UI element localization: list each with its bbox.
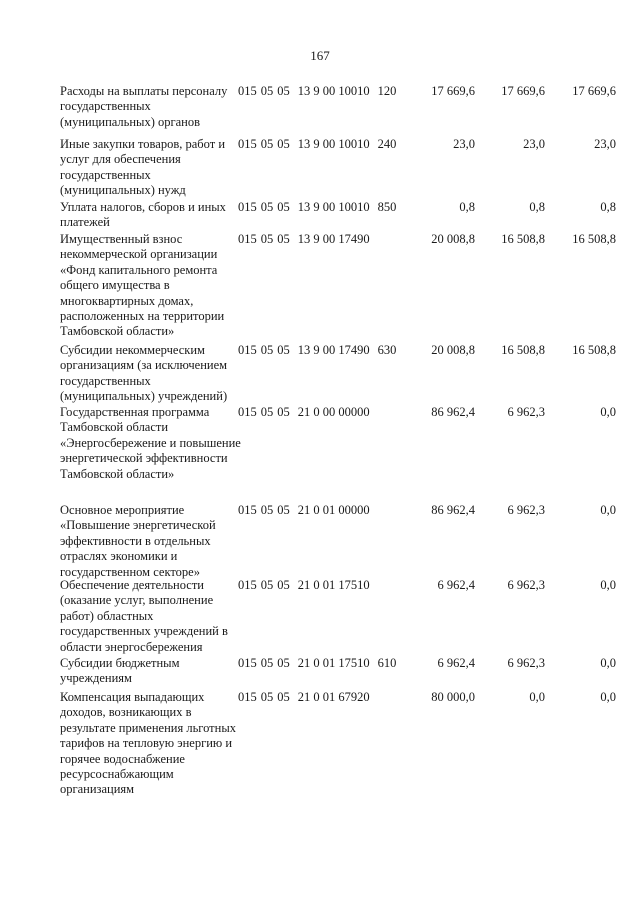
code-pr: 05 [277, 200, 290, 214]
row-name: Субсидии бюджетным учреждениям [60, 656, 180, 686]
code-pr: 05 [277, 690, 290, 704]
code-csr: 21 0 01 00000 [297, 503, 370, 517]
code-gr: 015 [238, 405, 257, 419]
row-name: Расходы на выплаты персоналу государственных (муниципальных) органов [60, 84, 228, 129]
classification-code [238, 200, 396, 215]
code-gr: 015 [238, 656, 257, 670]
code-csr: 21 0 00 00000 [297, 405, 370, 419]
row-name: Уплата налогов, сборов и иных платежей [60, 200, 226, 230]
row-name: Иные закупки товаров, работ и услуг для обеспечения государственных (муниципальных) нужд [60, 137, 226, 198]
amount-year-1: 86 962,4 [431, 503, 475, 517]
code-vr: 850 [377, 200, 397, 214]
code-gr: 015 [238, 503, 257, 517]
code-rz: 05 [260, 137, 274, 151]
code-gr: 015 [238, 200, 257, 214]
amount-year-3: 16 508,8 [572, 232, 616, 246]
code-csr: 21 0 01 17510 [297, 656, 370, 670]
amount-year-2: 6 962,3 [507, 503, 545, 517]
code-csr: 13 9 00 10010 [297, 200, 370, 214]
amount-year-1: 6 962,4 [437, 656, 475, 670]
row-name: Государственная программа Тамбовской области «Энергосбережение и повышение энергетической эффективности Тамбовской области» [60, 405, 241, 481]
classification-code [238, 578, 378, 593]
code-csr: 21 0 01 17510 [297, 578, 370, 592]
code-csr: 13 9 00 10010 [297, 137, 370, 151]
code-csr: 13 9 00 17490 [297, 343, 370, 357]
code-gr: 015 [238, 84, 257, 98]
amount-year-3: 23,0 [594, 137, 616, 151]
amount-year-3: 0,0 [600, 578, 616, 592]
classification-code [238, 503, 378, 518]
classification-code [238, 137, 396, 152]
code-rz: 05 [260, 690, 274, 704]
code-pr: 05 [277, 656, 290, 670]
code-gr: 015 [238, 690, 257, 704]
code-pr: 05 [277, 232, 290, 246]
code-vr: 630 [377, 343, 397, 357]
amount-year-2: 6 962,3 [507, 656, 545, 670]
code-rz: 05 [260, 84, 274, 98]
code-csr: 13 9 00 10010 [297, 84, 370, 98]
amount-year-1: 80 000,0 [431, 690, 475, 704]
classification-code [238, 232, 378, 247]
amount-year-3: 0,0 [600, 503, 616, 517]
amount-year-2: 6 962,3 [507, 578, 545, 592]
code-pr: 05 [277, 405, 290, 419]
amount-year-2: 16 508,8 [501, 232, 545, 246]
row-name: Имущественный взнос некоммерческой организации «Фонд капитального ремонта общего имущества в многоквартирных домах, расположенных на территории Тамбовской области» [60, 232, 225, 339]
amount-year-3: 0,0 [600, 656, 616, 670]
amount-year-3: 16 508,8 [572, 343, 616, 357]
code-pr: 05 [277, 578, 290, 592]
amount-year-1: 17 669,6 [431, 84, 475, 98]
amount-year-2: 16 508,8 [501, 343, 545, 357]
classification-code [238, 405, 378, 420]
code-rz: 05 [260, 578, 274, 592]
amount-year-3: 0,0 [600, 405, 616, 419]
amount-year-2: 23,0 [523, 137, 545, 151]
code-gr: 015 [238, 343, 257, 357]
amount-year-1: 20 008,8 [431, 232, 475, 246]
amount-year-2: 0,0 [529, 690, 545, 704]
amount-year-3: 0,0 [600, 690, 616, 704]
code-rz: 05 [260, 343, 274, 357]
code-pr: 05 [277, 137, 290, 151]
classification-code [238, 690, 378, 705]
code-pr: 05 [277, 503, 290, 517]
code-gr: 015 [238, 578, 257, 592]
amount-year-2: 0,8 [529, 200, 545, 214]
row-name: Основное мероприятие «Повышение энергетической эффективности в отдельных отраслях экономики и государственном секторе» [60, 503, 216, 579]
amount-year-1: 6 962,4 [437, 578, 475, 592]
code-rz: 05 [260, 656, 274, 670]
amount-year-3: 0,8 [600, 200, 616, 214]
code-gr: 015 [238, 137, 257, 151]
code-rz: 05 [260, 232, 274, 246]
amount-year-3: 17 669,6 [572, 84, 616, 98]
code-rz: 05 [260, 405, 274, 419]
code-vr: 610 [377, 656, 397, 670]
page-number: 167 [310, 48, 330, 63]
amount-year-2: 6 962,3 [507, 405, 545, 419]
amount-year-1: 0,8 [459, 200, 475, 214]
row-name: Обеспечение деятельности (оказание услуг, выполнение работ) областных государственных учреждений в области энергосбережения [60, 578, 228, 654]
code-rz: 05 [260, 503, 274, 517]
classification-code [238, 343, 396, 358]
amount-year-1: 23,0 [453, 137, 475, 151]
code-rz: 05 [260, 200, 274, 214]
amount-year-2: 17 669,6 [501, 84, 545, 98]
code-pr: 05 [277, 84, 290, 98]
code-csr: 21 0 01 67920 [297, 690, 370, 704]
code-csr: 13 9 00 17490 [297, 232, 370, 246]
code-gr: 015 [238, 232, 257, 246]
amount-year-1: 20 008,8 [431, 343, 475, 357]
classification-code [238, 84, 396, 99]
code-vr: 120 [377, 84, 397, 98]
row-name: Субсидии некоммерческим организациям (за исключением государственных (муниципальных) учреждений) [60, 343, 228, 404]
code-vr: 240 [377, 137, 397, 151]
code-pr: 05 [277, 343, 290, 357]
row-name: Компенсация выпадающих доходов, возникающих в результате применения льготных тарифов на тепловую энергию и горячее водоснабжение ресурсоснабжающим организациям [60, 690, 236, 797]
amount-year-1: 86 962,4 [431, 405, 475, 419]
classification-code [238, 656, 396, 671]
